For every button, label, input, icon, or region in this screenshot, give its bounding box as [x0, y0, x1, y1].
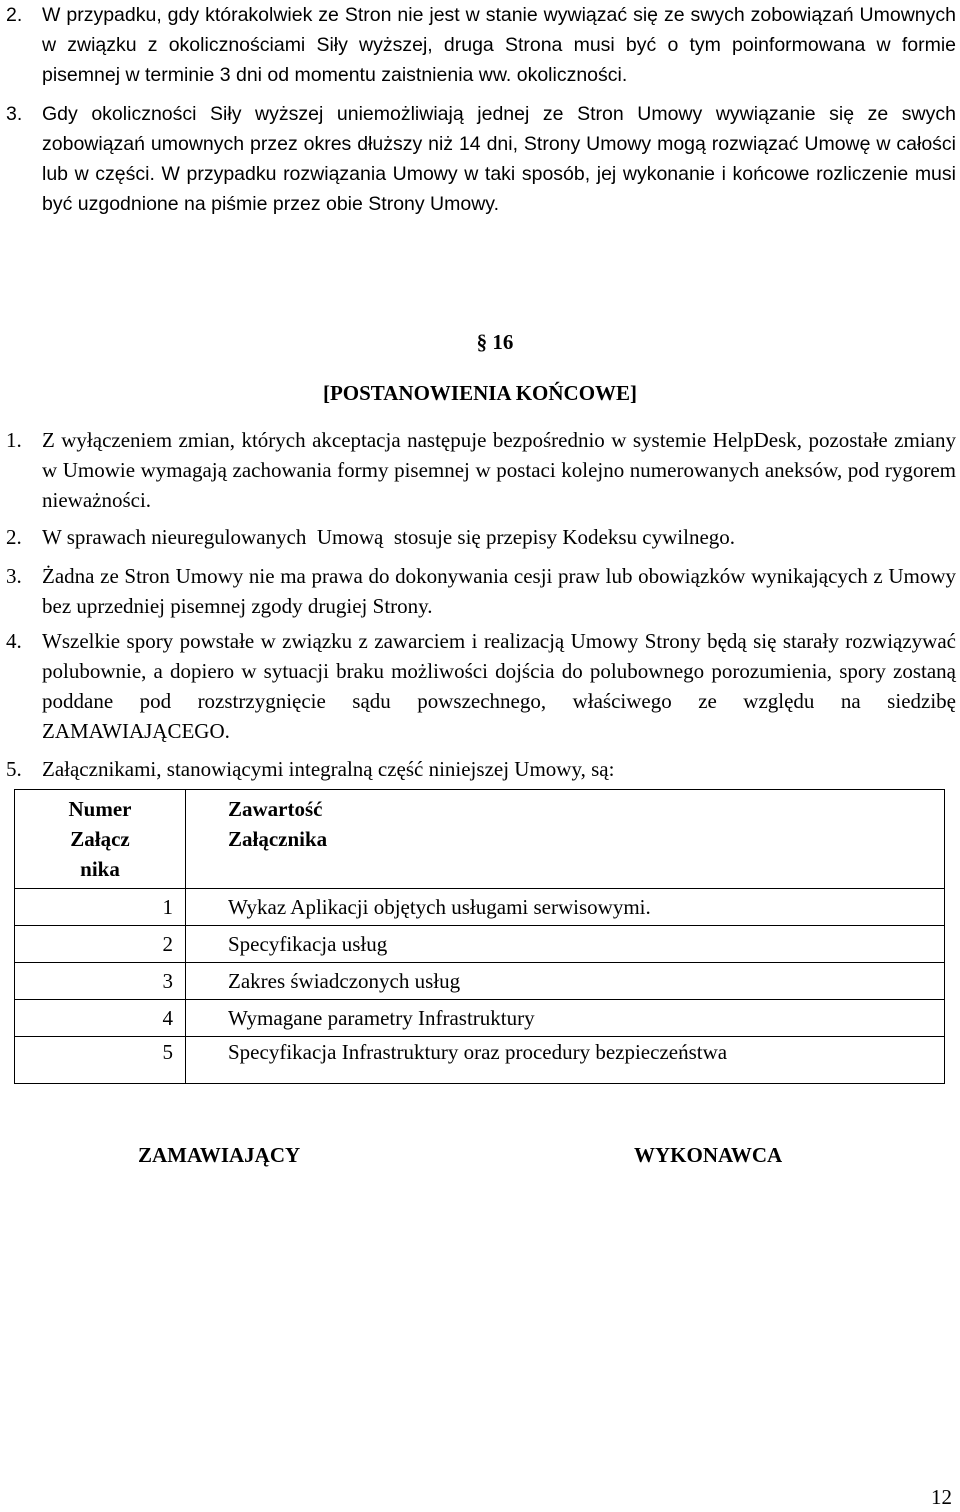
attachments-table: [14, 789, 945, 1084]
item-number: 1.: [6, 428, 22, 452]
row-number: 4: [15, 1000, 186, 1037]
row-content: Zakres świadczonych usług: [186, 963, 945, 1000]
item-text: W sprawach nieuregulowanych Umową stosuje się przepisy Kodeksu cywilnego.: [42, 525, 736, 549]
row-number: 2: [15, 926, 186, 963]
item-number: 4.: [6, 629, 22, 653]
signature-label-right: WYKONAWCA: [634, 1143, 783, 1167]
item-number: 3.: [6, 103, 23, 125]
page-number: 12: [931, 1485, 952, 1509]
table-row: [15, 889, 945, 926]
row-content: Wymagane parametry Infrastruktury: [186, 1000, 945, 1037]
table-row: [15, 1037, 945, 1084]
item-number: 2.: [6, 525, 22, 549]
section-number: § 16: [476, 330, 514, 354]
signature-label-left: ZAMAWIAJĄCY: [138, 1143, 301, 1167]
row-number: 3: [15, 963, 186, 1000]
row-content: Wykaz Aplikacji objętych usługami serwisowymi.: [186, 889, 945, 926]
clause-2: [6, 522, 956, 552]
table-row: [15, 926, 945, 963]
item-number: 3.: [6, 564, 22, 588]
item-number: 5.: [6, 757, 22, 781]
item-text: Żadna ze Stron Umowy nie ma prawa do dokonywania cesji praw lub obowiązków wynikających z Umowy bez uprzedniej pisemnej zgody drugiej Strony.: [42, 564, 956, 618]
item-text: Z wyłączeniem zmian, których akceptacja następuje bezpośrednio w systemie HelpDesk, pozostałe zmiany w Umowie wymagają zachowania formy pisemnej w postaci kolejno numerowanych aneksów, pod rygorem nieważności.: [42, 428, 956, 512]
clause-1: [6, 425, 956, 515]
table-row: [15, 1000, 945, 1037]
row-content: Specyfikacja usług: [186, 926, 945, 963]
item-text: Gdy okoliczności Siły wyższej uniemożliwiają jednej ze Stron Umowy wywiązanie się ze swych zobowiązań umownych przez okres dłuższy niż 14 dni, Strony Umowy mogą rozwiązać Umowę w całości lub w części. W przypadku rozwiązania Umowy w taki sposób, jej wykonanie i końcowe rozliczenie musi być uzgodnione na piśmie przez obie Strony Umowy.: [42, 103, 956, 215]
clause-4: [6, 626, 956, 746]
table-row: [15, 963, 945, 1000]
row-number: 1: [15, 889, 186, 926]
item-text: W przypadku, gdy którakolwiek ze Stron nie jest w stanie wywiązać się ze swych zobowiązań Umownych w związku z okolicznościami Siły wyższej, druga Strona musi być o tym poinformowana w formie pisemnej w terminie 3 dni od momentu zaistnienia ww. okoliczności.: [42, 4, 956, 86]
header-content: Zawartość Załącznika: [186, 790, 945, 889]
section-title: [POSTANOWIENIA KOŃCOWE]: [322, 381, 638, 405]
table-header-row: [15, 790, 945, 889]
row-content: Specyfikacja Infrastruktury oraz procedury bezpieczeństwa: [186, 1037, 945, 1084]
paragraph-prev-3: [6, 99, 956, 219]
paragraph-prev-2: [6, 0, 956, 90]
clause-3: [6, 561, 956, 621]
clause-5: [6, 754, 956, 784]
header-number: Numer Załącz nika: [15, 790, 186, 889]
item-text: Załącznikami, stanowiącymi integralną część niniejszej Umowy, są:: [42, 757, 615, 781]
item-number: 2.: [6, 4, 23, 26]
row-number: 5: [15, 1037, 186, 1084]
item-text: Wszelkie spory powstałe w związku z zawarciem i realizacją Umowy Strony będą się starały rozwiązywać polubownie, a dopiero w sytuacji braku możliwości dojścia do polubownego porozumienia, spory zostaną poddane pod rozstrzygnięcie sądu powszechnego, właściwego ze względu na siedzibę ZAMAWIAJĄCEGO.: [42, 629, 956, 743]
